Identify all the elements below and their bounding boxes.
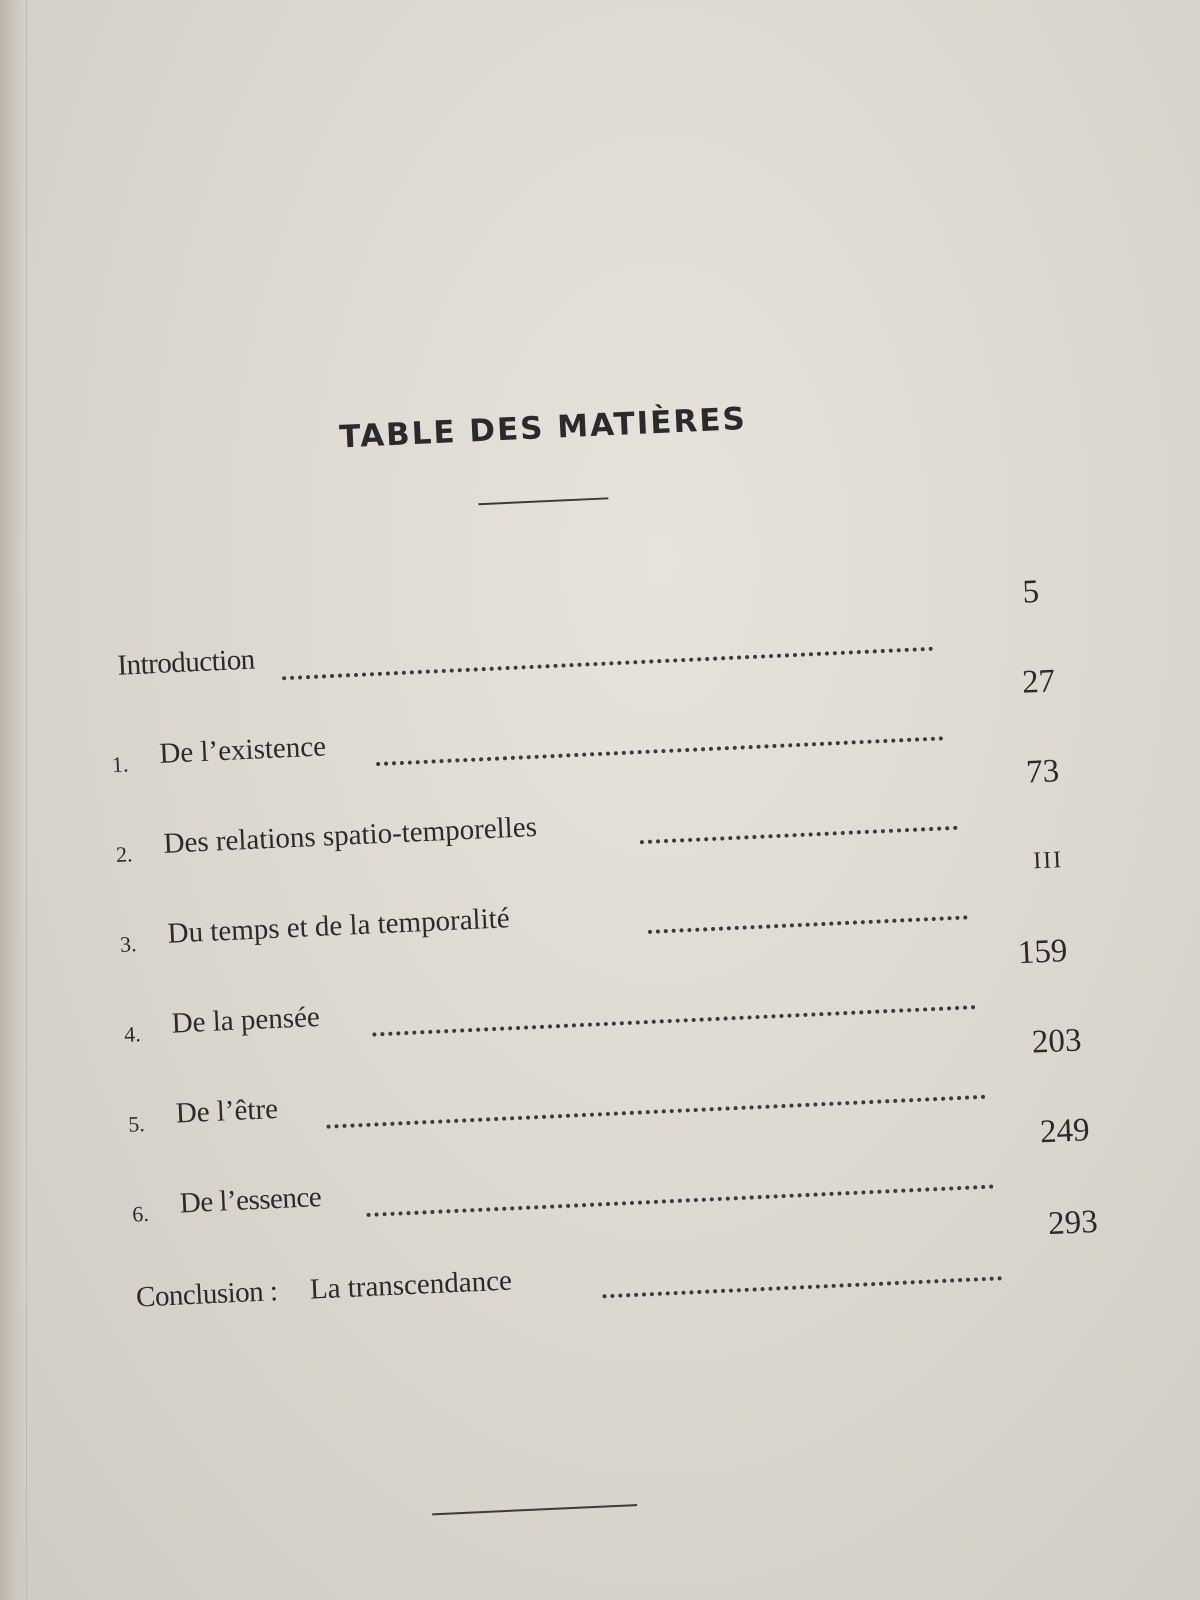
toc-entry-page: 27: [1021, 663, 1056, 701]
toc-entry-page: 73: [1025, 753, 1060, 791]
toc-entry-pensee: [119, 932, 1120, 1050]
toc-entry-label: Des relations spatio-temporelles: [162, 810, 538, 860]
toc-entry-page: 159: [1017, 932, 1069, 972]
toc-entry-essence: [127, 1112, 1128, 1229]
toc-entry-number: 5.: [127, 1110, 146, 1137]
toc-entry-label-prefix: Conclusion :: [135, 1275, 279, 1314]
toc-entry-label: De l’être: [175, 1092, 279, 1130]
toc-entry-label: Du temps et de la temporalité: [166, 902, 511, 950]
toc-leader-dots: [371, 971, 976, 1036]
page-title: TABLE DES MATIÈRES: [338, 400, 748, 456]
toc-entry-page: 203: [1031, 1022, 1083, 1061]
toc-entry-page: 249: [1039, 1112, 1091, 1151]
toc-entry-number: 3.: [119, 931, 138, 957]
toc-entry-label: De l’existence: [158, 730, 327, 770]
toc-entry-temporalite: [115, 847, 1116, 960]
toc-leader-dots: [325, 1061, 986, 1129]
toc-entry-label: De l’essence: [179, 1181, 322, 1220]
toc-leader-dots: [646, 881, 967, 933]
toc-leader-dots: [365, 1151, 994, 1217]
toc-entry-number: 4.: [123, 1021, 142, 1047]
toc-entry-etre: [123, 1022, 1124, 1140]
toc-entry-label: La transcendance: [309, 1264, 513, 1306]
toc-entry-number: 2.: [115, 841, 134, 868]
toc-entry-conclusion: [131, 1203, 1132, 1321]
toc-entry-relations: [111, 753, 1112, 870]
toc-leader-dots: [638, 792, 957, 844]
toc-entry-existence: [107, 663, 1108, 780]
toc-entry-introduction: [103, 573, 1104, 690]
toc-entry-label: Introduction: [116, 643, 256, 682]
toc-entry-label: De la pensée: [170, 1000, 321, 1040]
toc-entry-page: 5: [1021, 573, 1040, 611]
toc-leader-dots: [375, 702, 944, 766]
toc-entry-page: 293: [1047, 1203, 1099, 1243]
toc-entry-number: 6.: [131, 1200, 150, 1227]
toc-entry-number: 1.: [111, 751, 129, 778]
table-of-contents: [74, 0, 1146, 1600]
toc-leader-dots: [281, 613, 934, 681]
toc-leader-dots: [601, 1242, 1002, 1298]
toc-entry-page: III: [1032, 847, 1064, 875]
